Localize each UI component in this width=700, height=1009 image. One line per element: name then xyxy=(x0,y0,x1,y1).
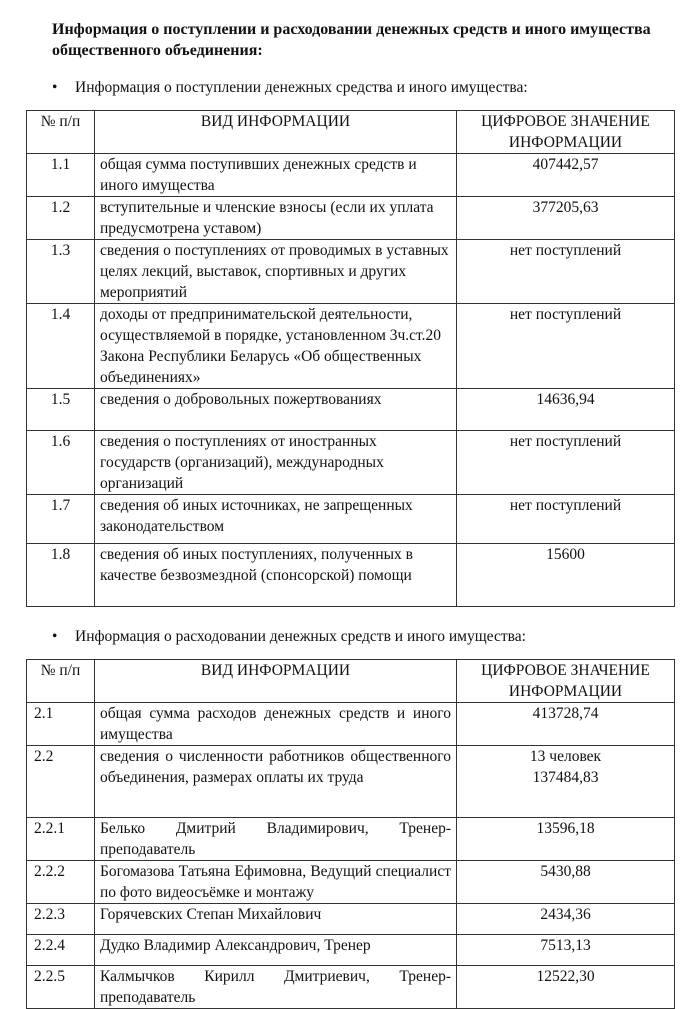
table-row xyxy=(27,304,675,389)
table-row xyxy=(27,966,675,1009)
income-table xyxy=(26,110,675,607)
row-value: 7513,13 xyxy=(457,935,675,966)
row-num: 1.7 xyxy=(27,495,95,544)
row-num: 1.5 xyxy=(27,389,95,431)
row-num: 1.8 xyxy=(27,544,95,607)
table-row xyxy=(27,904,675,935)
row-desc: Белько Дмитрий Владимирович, Тренер-преподаватель xyxy=(95,818,457,861)
row-value: 14636,94 xyxy=(457,389,675,431)
bullet-icon: • xyxy=(52,628,58,645)
row-desc: сведения о поступлениях от иностранных государств (организаций), международных организаций xyxy=(95,431,457,495)
table-header-row xyxy=(27,111,675,154)
row-desc: общая сумма расходов денежных средств и иного имущества xyxy=(95,703,457,746)
table-row xyxy=(27,544,675,607)
header-num: № п/п xyxy=(27,111,95,154)
bullet-icon: • xyxy=(52,79,58,96)
income-heading-text: Информация о поступлении денежных средства и иного имущества: xyxy=(75,79,528,96)
row-num: 1.4 xyxy=(27,304,95,389)
expense-table xyxy=(26,659,675,1009)
row-desc: вступительные и членские взносы (если их уплата предусмотрена уставом) xyxy=(95,197,457,240)
row-num: 2.2.2 xyxy=(27,861,95,904)
row-num: 1.1 xyxy=(27,154,95,197)
row-value: 5430,88 xyxy=(457,861,675,904)
expense-heading-text: Информация о расходовании денежных средств и иного имущества: xyxy=(75,628,526,645)
row-value: 413728,74 xyxy=(457,703,675,746)
table-row xyxy=(27,861,675,904)
row-desc: Горячевских Степан Михайлович xyxy=(95,904,457,935)
row-num: 2.2.3 xyxy=(27,904,95,935)
row-desc: сведения о добровольных пожертвованиях xyxy=(95,389,457,431)
row-value: 13 человек xyxy=(529,748,602,765)
table-row xyxy=(27,154,675,197)
row-value: нет поступлений xyxy=(457,495,675,544)
table-row xyxy=(27,389,675,431)
header-num: № п/п xyxy=(27,660,95,703)
row-value: нет поступлений xyxy=(457,240,675,304)
row-value: нет поступлений xyxy=(457,304,675,389)
row-desc: сведения об иных поступлениях, полученных в качестве безвозмездной (спонсорской) помощи xyxy=(95,544,457,607)
page-title: Информация о поступлении и расходовании денежных средств и иного имущества общественного объединения: xyxy=(52,21,651,59)
row-desc: Калмычков Кирилл Дмитриевич, Тренер-преподаватель xyxy=(95,966,457,1009)
row-value-secondary: 137484,83 xyxy=(532,769,599,786)
table-row xyxy=(27,431,675,495)
row-value: 2434,36 xyxy=(457,904,675,935)
row-desc: общая сумма поступивших денежных средств и иного имущества xyxy=(95,154,457,197)
row-num: 1.3 xyxy=(27,240,95,304)
row-value: нет поступлений xyxy=(457,431,675,495)
row-desc: доходы от предпринимательской деятельности, осуществляемой в порядке, установленном 3ч.ст.20 Закона Республики Беларусь «Об общественных объединениях» xyxy=(95,304,457,389)
row-num: 2.2.5 xyxy=(27,966,95,1009)
table-row xyxy=(27,935,675,966)
expense-heading xyxy=(52,626,526,647)
row-value: 407442,57 xyxy=(457,154,675,197)
row-desc: сведения об иных источниках, не запрещенных законодательством xyxy=(95,495,457,544)
row-num: 2.1 xyxy=(27,703,95,746)
header-type: ВИД ИНФОРМАЦИИ xyxy=(95,111,457,154)
row-num: 2.2 xyxy=(27,746,95,818)
row-desc: сведения о поступлениях от проводимых в уставных целях лекций, выставок, спортивных и других мероприятий xyxy=(95,240,457,304)
header-value: ЦИФРОВОЕ ЗНАЧЕНИЕ ИНФОРМАЦИИ xyxy=(457,660,675,703)
row-value: 13596,18 xyxy=(457,818,675,861)
row-num: 2.2.1 xyxy=(27,818,95,861)
row-desc: сведения о численности работников общественного объединения, размерах оплаты их труда xyxy=(95,746,457,818)
row-value: 12522,30 xyxy=(457,966,675,1009)
row-value-cell xyxy=(457,746,675,818)
row-value: 377205,63 xyxy=(457,197,675,240)
row-num: 1.2 xyxy=(27,197,95,240)
row-desc: Богомазова Татьяна Ефимовна, Ведущий специалист по фото видеосъёмке и монтажу xyxy=(95,861,457,904)
header-value: ЦИФРОВОЕ ЗНАЧЕНИЕ ИНФОРМАЦИИ xyxy=(457,111,675,154)
table-row xyxy=(27,818,675,861)
row-desc: Дудко Владимир Александрович, Тренер xyxy=(95,935,457,966)
header-type: ВИД ИНФОРМАЦИИ xyxy=(95,660,457,703)
income-heading xyxy=(52,77,528,98)
row-num: 1.6 xyxy=(27,431,95,495)
table-header-row xyxy=(27,660,675,703)
table-row xyxy=(27,746,675,818)
table-row xyxy=(27,240,675,304)
row-value: 15600 xyxy=(457,544,675,607)
row-num: 2.2.4 xyxy=(27,935,95,966)
table-row xyxy=(27,703,675,746)
table-row xyxy=(27,197,675,240)
table-row xyxy=(27,495,675,544)
